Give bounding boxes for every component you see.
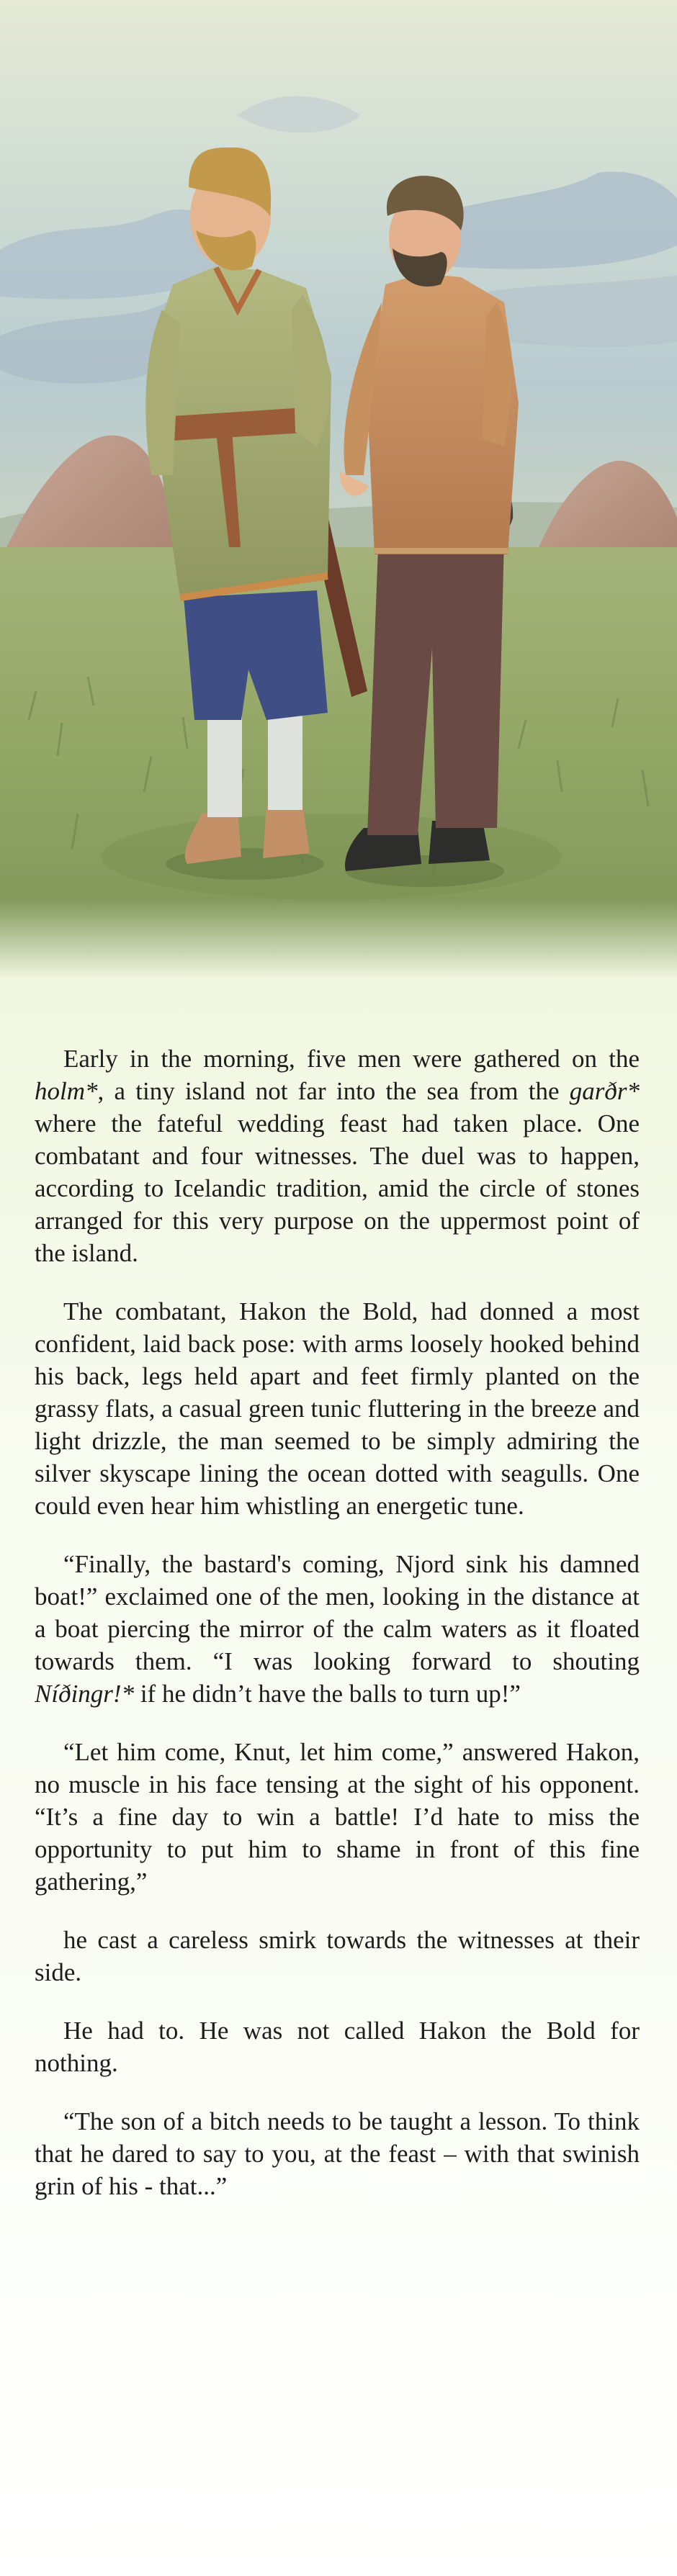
- illustration-art: [0, 0, 677, 979]
- paragraph: [35, 1295, 640, 1522]
- paragraph: [35, 2105, 640, 2202]
- paragraph: [35, 1736, 640, 1898]
- italic-term: Níðingr!*: [35, 1680, 135, 1708]
- text-run: The combatant, Hakon the Bold, had donned a most confident, laid back pose: with arms loosely hooked behind his back, legs held apart and feet firmly planted on the grassy flats, a casual green tunic fluttering in the breeze and light drizzle, the man seemed to be simply admiring the silver skyscape lining the ocean dotted with seagulls. One could even hear him whistling an energetic tune.: [35, 1297, 640, 1520]
- text-run: “The son of a bitch needs to be taught a lesson. To think that he dared to say to you, at the feast – with that swinish grin of his - that...”: [35, 2107, 640, 2200]
- paragraph: [35, 1548, 640, 1710]
- paragraph: [35, 2014, 640, 2079]
- paragraph: [35, 1924, 640, 1989]
- paragraph: [35, 1042, 640, 1269]
- text-run: Early in the morning, five men were gathered on the: [63, 1045, 640, 1073]
- text-run: if he didn’t have the balls to turn up!”: [134, 1680, 521, 1708]
- text-run: “Let him come, Knut, let him come,” answered Hakon, no muscle in his face tensing at the sight of his opponent. “It’s a fine day to win a battle! I’d hate to miss the opportunity to put him to shame in front of this fine gathering,”: [35, 1738, 640, 1896]
- story-text: [0, 979, 677, 2576]
- watercolor-illustration: [0, 0, 677, 979]
- text-run: where the fateful wedding feast had taken place. One combatant and four witnesses. The duel was to happen, according to Icelandic tradition, amid the circle of stones arranged for this very purpose on the uppermost point of the island.: [35, 1109, 640, 1267]
- text-run: He had to. He was not called Hakon the Bold for nothing.: [35, 2017, 640, 2077]
- text-run: “Finally, the bastard's coming, Njord sink his damned boat!” exclaimed one of the men, looking in the distance at a boat piercing the mirror of the calm waters as it floated towards them. “I was looking forward to shouting: [35, 1550, 640, 1675]
- text-run: he cast a careless smirk towards the witnesses at their side.: [35, 1926, 640, 1986]
- text-run: , a tiny island not far into the sea from the: [97, 1077, 570, 1105]
- italic-term: garðr*: [569, 1077, 640, 1105]
- italic-term: holm*: [35, 1077, 98, 1105]
